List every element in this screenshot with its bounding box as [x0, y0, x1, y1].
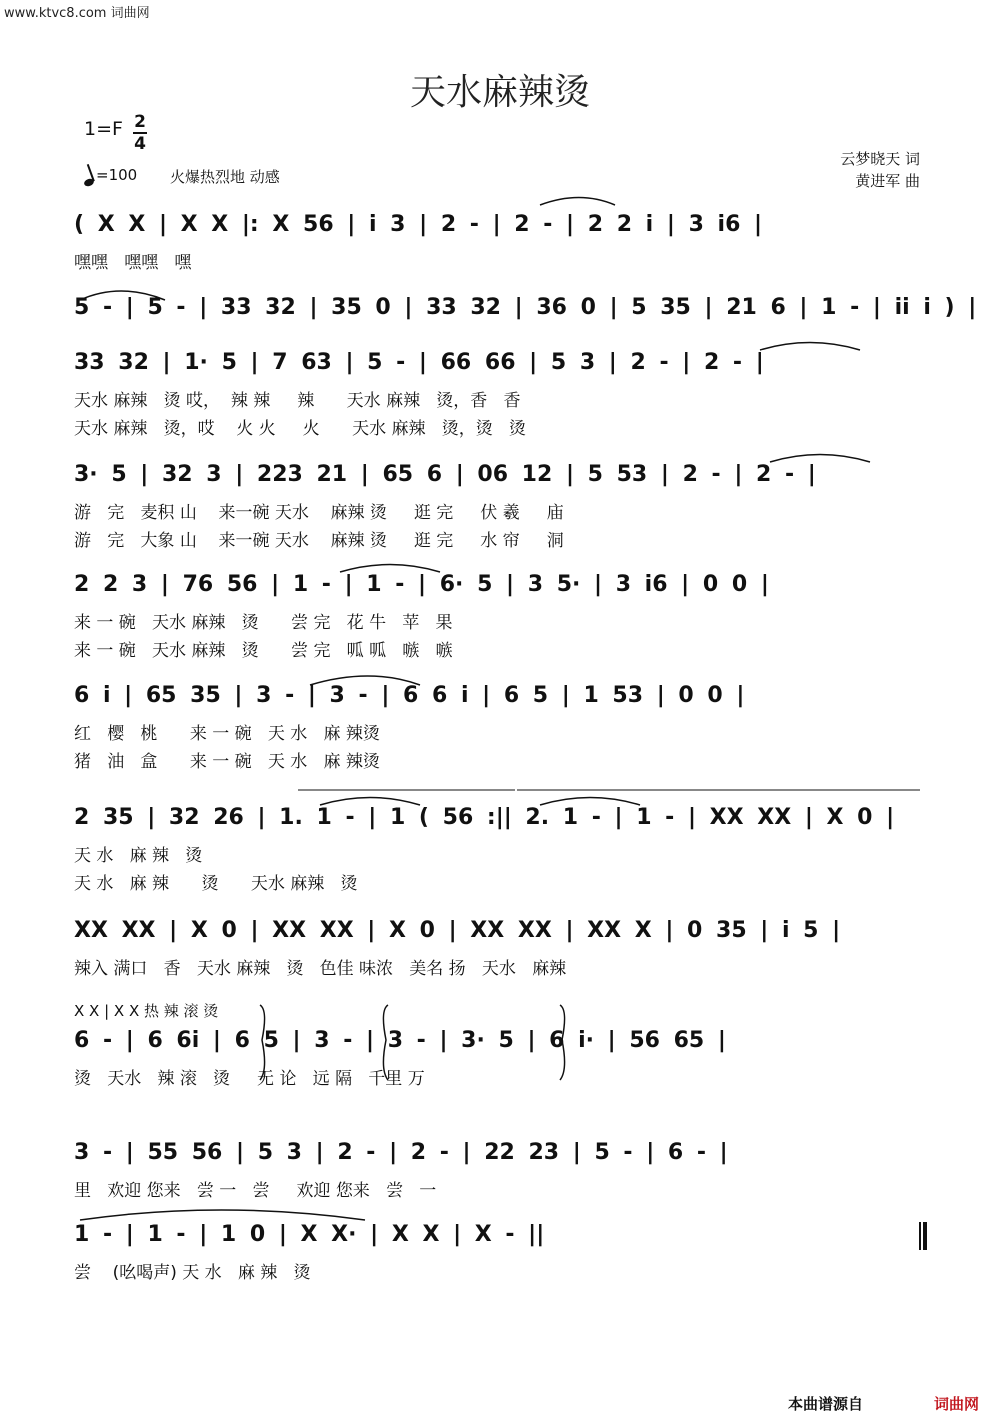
- site-header: www.ktvc8.com 词曲网: [4, 6, 150, 21]
- brace-left: [383, 1005, 388, 1080]
- tie-arc: [320, 798, 420, 806]
- tie-arc: [540, 798, 640, 806]
- chant-line: X X | X X 热 辣 滚 烫: [74, 1002, 219, 1020]
- notation-line: 33 32 | 1· 5 | 7 63 | 5 - | 66 66 | 5 3 | 2 - | 2 - |: [74, 350, 764, 375]
- lyric-line: 来 一 碗 天水 麻辣 烫 尝 完 花 牛 苹 果: [74, 613, 453, 633]
- source-label: 本曲谱源自: [788, 1395, 864, 1413]
- tempo-value: =100: [96, 166, 138, 184]
- site-brand-logo[interactable]: 词曲网: [934, 1395, 980, 1413]
- notation-line: 3 - | 55 56 | 5 3 | 2 - | 2 - | 22 23 | 5 - | 6 - |: [74, 1140, 728, 1165]
- tie-arc: [340, 565, 440, 573]
- lyric-line: 天 水 麻 辣 烫: [74, 846, 203, 866]
- tie-arc: [80, 1210, 365, 1220]
- lyric-line: 烫 天水 辣 滚 烫 无 论 远 隔 千里 万: [74, 1069, 425, 1089]
- notation-line: 2 2 3 | 76 56 | 1 - | 1 - | 6· 5 | 3 5· | 3 i6 | 0 0 |: [74, 572, 769, 597]
- lyric-line: 里 欢迎 您来 尝 一 尝 欢迎 您来 尝 一: [74, 1181, 437, 1201]
- brace-right: [260, 1005, 265, 1080]
- key-signature: 1=F: [84, 118, 123, 140]
- lyric-line: 来 一 碗 天水 麻辣 烫 尝 完 呱 呱 嗾 嗾: [74, 641, 453, 661]
- notation-line: 6 - | 6 6i | 6 5 | 3 - | 3 - | 3· 5 | 6 i· | 56 65 |: [74, 1028, 726, 1053]
- time-signature-bottom: 4: [134, 134, 146, 154]
- expression-marking: 火爆热烈地 动感: [170, 168, 280, 186]
- notation-line: 2 35 | 32 26 | 1. 1 - | 1 ( 56 :|| 2. 1 - | 1 - | XX XX | X 0 |: [74, 805, 895, 830]
- tie-arc: [770, 455, 870, 463]
- lyric-line: 嘿嘿 嘿嘿 嘿: [74, 253, 192, 273]
- time-signature-top: 2: [134, 112, 146, 132]
- brace-right: [560, 1005, 565, 1080]
- lyric-line: 游 完 麦积 山 来一碗 天水 麻辣 烫 逛 完 伏 羲 庙: [74, 503, 564, 523]
- lyric-line: 天水 麻辣 烫 哎， 辣 辣 辣 天水 麻辣 烫，香 香: [74, 391, 521, 411]
- composer-credit: 黄进军 曲: [855, 172, 920, 190]
- notation-line: XX XX | X 0 | XX XX | X 0 | XX XX | XX X | 0 35 | i 5 |: [74, 918, 841, 943]
- lyric-line: 游 完 大象 山 来一碗 天水 麻辣 烫 逛 完 水 帘 洞: [74, 531, 564, 551]
- lyric-line: 尝 (吆喝声) 天 水 麻 辣 烫: [74, 1263, 311, 1283]
- lyric-line: 猪 油 盒 来 一 碗 天 水 麻 辣烫: [74, 752, 380, 772]
- song-title: 天水麻辣烫: [409, 72, 590, 113]
- lyricist-credit: 云梦晓天 词: [840, 150, 920, 168]
- notation-line: 3· 5 | 32 3 | 223 21 | 65 6 | 06 12 | 5 53 | 2 - | 2 - |: [74, 462, 816, 487]
- notation-line: 1 - | 1 - | 1 0 | X X· | X X | X - ||: [74, 1222, 545, 1247]
- tie-arc: [760, 343, 860, 351]
- lyric-line: 红 樱 桃 来 一 碗 天 水 麻 辣烫: [74, 724, 380, 744]
- tie-arc: [310, 676, 420, 685]
- notation-line: 6 i | 65 35 | 3 - | 3 - | 6 6 i | 6 5 | 1 53 | 0 0 |: [74, 683, 745, 708]
- tie-arc: [540, 198, 615, 206]
- lyric-line: 天 水 麻 辣 烫 天水 麻辣 烫: [74, 874, 358, 894]
- notation-line: 5 - | 5 - | 33 32 | 35 0 | 33 32 | 36 0 | 5 35 | 21 6 | 1 - | ii i ) |: [74, 295, 977, 320]
- tie-arc: [80, 291, 165, 300]
- notation-line: ( X X | X X |: X 56 | i 3 | 2 - | 2 - | 2 2 i | 3 i6 |: [74, 212, 763, 237]
- lyric-line: 天水 麻辣 烫，哎 火 火 火 天水 麻辣 烫，烫 烫: [74, 419, 526, 439]
- lyric-line: 辣入 满口 香 天水 麻辣 烫 色佳 味浓 美名 扬 天水 麻辣: [74, 959, 567, 979]
